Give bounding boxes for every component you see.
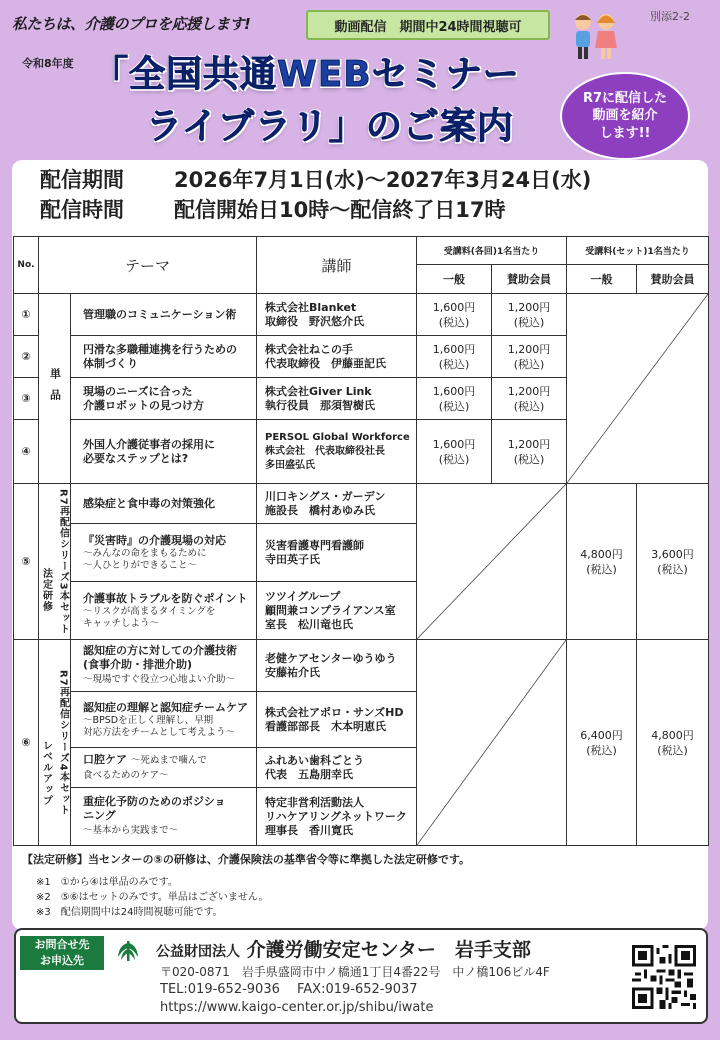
tax-label: (税込) [438, 357, 470, 371]
row-number: ① [14, 294, 39, 336]
price-value: 1,200円 [507, 437, 551, 451]
price-value: 4,800円 [651, 728, 694, 742]
qr-code-icon[interactable] [632, 945, 696, 1009]
price-member [492, 378, 567, 420]
theme-title: 『災害時』の介護現場の対応 [83, 533, 226, 547]
price-value: 4,800円 [580, 547, 623, 561]
set-na-area [567, 294, 709, 484]
theme-subtitle: 〜みんなの命をまもるために 〜人ひとりができること〜 [83, 547, 207, 571]
set6-label [39, 640, 71, 846]
tax-label: (税込) [513, 357, 545, 371]
lecturer-line: リハケアリングネットワーク [265, 809, 407, 823]
header-general: 一般 [567, 265, 637, 294]
price-member [492, 336, 567, 378]
badge-line: します!! [599, 125, 651, 141]
header-general: 一般 [417, 265, 492, 294]
set5-label-a: R7再配信シリーズ3本セット [57, 488, 69, 635]
theme-title: 認知症の方に対しての介護技術 (食事介助・排泄介助) [83, 644, 237, 671]
org-name: 介護労働安定センター 岩手支部 [246, 939, 531, 961]
header-member: 賛助会員 [637, 265, 709, 294]
lecturer-cell [257, 378, 417, 420]
lecturer-line: 株式会社 代表取締役社長 [265, 445, 386, 457]
set5-label [39, 484, 71, 640]
contact-label-line: お申込先 [40, 954, 84, 967]
header-fee-each: 受講料(各回)1名当たり [417, 237, 567, 265]
lecturer-line: 理事長 香川寛氏 [265, 823, 354, 837]
price-general [417, 378, 492, 420]
theme-subtitle: 〜死ぬまで噛んで 食べるためのケア〜 [83, 754, 207, 781]
single-label [39, 294, 71, 484]
lecturer-line: 施設長 橋村あゆみ氏 [265, 503, 376, 517]
law-note: 【法定研修】当センターの⑤の研修は、介護保険法の基準省令等に準拠した法定研修です。 [22, 853, 470, 866]
price-general [417, 420, 492, 484]
header-fee-set: 受講料(セット)1名当たり [567, 237, 709, 265]
tax-label: (税込) [657, 562, 688, 576]
price-value: 1,600円 [432, 384, 476, 398]
price-general [417, 336, 492, 378]
lecturer-line: ふれあい歯科ごとう [265, 753, 365, 767]
tel-fax: TEL:019-652-9036 FAX:019-652-9037 [160, 982, 418, 997]
tax-label: (税込) [513, 452, 545, 466]
price-value: 1,200円 [507, 300, 551, 314]
lecturer-line: 株式会社アポロ・サンズHD [265, 705, 404, 719]
lecturer-line: 多田盛弘氏 [265, 459, 316, 471]
contact-label-line: お問合せ先 [34, 938, 90, 951]
lecturer-cell [257, 748, 417, 788]
badge-line: R7に配信した [582, 90, 668, 106]
contact-label [20, 936, 104, 970]
tax-label: (税込) [586, 743, 617, 757]
set5-label-b: 法定研修 [40, 567, 52, 612]
theme-title: 重症化予防のためのポジショ ニング [83, 795, 226, 822]
row-number: ② [14, 336, 39, 378]
lecturer-line: 株式会社ねこの手 [265, 342, 354, 356]
seminar-table [13, 236, 709, 846]
lecturer-line: 老健ケアセンターゆうゆう [265, 651, 397, 665]
lecturer-cell [257, 640, 417, 692]
lecturer-cell [257, 788, 417, 846]
organization-name [156, 935, 531, 962]
header-member: 賛助会員 [492, 265, 567, 294]
set-price-general [567, 484, 637, 640]
theme-cell: 円滑な多職種連携を行うための 体制づくり [71, 336, 257, 378]
lecturer-line: 寺田英子氏 [265, 552, 321, 566]
theme-subtitle: 〜基本から実践まで〜 [83, 825, 179, 836]
header-no: No. [14, 237, 39, 294]
period-label: 配信期間 [40, 168, 124, 192]
lecturer-cell [257, 524, 417, 582]
streaming-banner: 動画配信 期間中24時間視聴可 [306, 10, 550, 40]
diagonal-line [417, 484, 566, 639]
theme-cell: 現場のニーズに合った 介護ロボットの見つけ方 [71, 378, 257, 420]
lecturer-line: ツツイグループ [265, 589, 341, 603]
theme-cell: 管理職のコミュニケーション術 [71, 294, 257, 336]
lecturer-line: 災害看護専門看護師 [265, 538, 365, 552]
note-item: ※3 配信期間中は24時間視聴可能です。 [36, 907, 223, 918]
row-number: ④ [14, 420, 39, 484]
theme-cell: 外国人介護従事者の採用に 必要なステップとは? [71, 420, 257, 484]
lecturer-line: 株式会社Giver Link [265, 384, 372, 398]
price-value: 3,600円 [651, 547, 694, 561]
tax-label: (税込) [513, 315, 545, 329]
theme-title: 認知症の理解と認知症チームケア [83, 700, 248, 714]
theme-subtitle: 〜リスクが高まるタイミングを キャッチしよう〜 [83, 605, 216, 629]
lecturer-line: 安藤祐介氏 [265, 665, 321, 679]
price-member [492, 420, 567, 484]
notes [36, 875, 268, 920]
tax-label: (税込) [513, 399, 545, 413]
badge-line: 動画を紹介 [592, 108, 658, 124]
time-value: 配信開始日10時〜配信終了日17時 [174, 198, 506, 222]
time-label: 配信時間 [40, 198, 124, 222]
lecturer-line: 顧問兼コンプライアンス室 [265, 603, 396, 617]
tax-label: (税込) [438, 315, 470, 329]
website-url[interactable]: https://www.kaigo-center.or.jp/shibu/iwate [160, 1000, 434, 1015]
lecturer-cell [257, 420, 417, 484]
theme-cell [71, 748, 257, 788]
row-number: ⑤ [14, 484, 39, 640]
theme-cell [71, 788, 257, 846]
tax-label: (税込) [657, 743, 688, 757]
address: 〒020-0871 岩手県盛岡市中ノ橋通1丁目4番22号 中ノ橋106ビル4F [160, 965, 550, 979]
note-item: ※2 ⑤⑥はセットのみです。単品はございません。 [36, 892, 269, 903]
row-number: ③ [14, 378, 39, 420]
single-na-area [417, 640, 567, 846]
theme-title: 介護事故トラブルを防ぐポイント [83, 591, 248, 605]
single-na-area [417, 484, 567, 640]
tax-label: (税込) [586, 562, 617, 576]
fiscal-year: 令和8年度 [22, 57, 74, 70]
lecturer-line: 看護部部長 木本明恵氏 [265, 719, 387, 733]
lecturer-line: PERSOL Global Workforce [265, 431, 410, 443]
lecturer-line: 特定非営利活動法人 [265, 795, 365, 809]
contact-details [160, 963, 550, 1017]
price-value: 1,200円 [507, 342, 551, 356]
set-price-general [567, 640, 637, 846]
price-value: 1,200円 [507, 384, 551, 398]
set6-label-b: レベルアップ [40, 739, 52, 806]
lecturer-cell [257, 294, 417, 336]
price-value: 1,600円 [432, 300, 476, 314]
lecturer-line: 代表取締役 伊藤亜記氏 [265, 356, 387, 370]
r7-badge [560, 72, 690, 160]
set-price-member [637, 640, 709, 846]
organization-logo-icon [115, 937, 141, 963]
theme-subtitle: 〜BPSDを正しく理解し、早期 対応方法をチームとして考えよう〜 [83, 714, 236, 738]
delivery-period [40, 165, 591, 225]
period-value: 2026年7月1日(水)〜2027年3月24日(水) [174, 168, 592, 192]
lecturer-line: 室長 松川竜也氏 [265, 617, 354, 631]
diagonal-line [417, 640, 566, 845]
note-item: ※1 ①から④は単品のみです。 [36, 877, 178, 888]
lecturer-cell [257, 582, 417, 640]
header-theme: テーマ [39, 237, 257, 294]
lecturer-line: 川口キングス・ガーデン [265, 489, 386, 503]
lecturer-line: 執行役員 那須智樹氏 [265, 398, 376, 412]
price-member [492, 294, 567, 336]
price-value: 1,600円 [432, 437, 476, 451]
theme-title: 口腔ケア [83, 752, 127, 766]
theme-cell [71, 582, 257, 640]
header-lecturer: 講師 [257, 237, 417, 294]
lecturer-line: 株式会社Blanket [265, 300, 357, 314]
lecturer-line: 代表 五島朋幸氏 [265, 767, 354, 781]
diagonal-line [567, 294, 708, 483]
price-general [417, 294, 492, 336]
lecturer-line: 取締役 野沢悠介氏 [265, 314, 365, 328]
tax-label: (税込) [438, 399, 470, 413]
lecturer-cell [257, 692, 417, 748]
row-number: ⑥ [14, 640, 39, 846]
title-line-2: ライブラリ」のご案内 [146, 106, 514, 147]
org-prefix: 公益財団法人 [156, 944, 240, 960]
single-label-text: 単品 [48, 367, 62, 410]
theme-cell [71, 524, 257, 582]
theme-cell [71, 640, 257, 692]
tagline: 私たちは、介護のプロを応援します! [12, 15, 251, 33]
title-line-1: 「全国共通WEBセミナー [92, 54, 520, 95]
document-code: 別添2-2 [650, 10, 690, 23]
lecturer-cell [257, 484, 417, 524]
set6-label-a: R7再配信シリーズ4本セット [57, 669, 69, 816]
price-value: 6,400円 [580, 728, 623, 742]
tax-label: (税込) [438, 452, 470, 466]
theme-cell [71, 692, 257, 748]
people-illustration [566, 8, 622, 62]
set-price-member [637, 484, 709, 640]
theme-cell: 感染症と食中毒の対策強化 [71, 484, 257, 524]
lecturer-cell [257, 336, 417, 378]
price-value: 1,600円 [432, 342, 476, 356]
theme-subtitle: 〜現場ですぐ役立つ心地よい介助〜 [83, 674, 236, 685]
